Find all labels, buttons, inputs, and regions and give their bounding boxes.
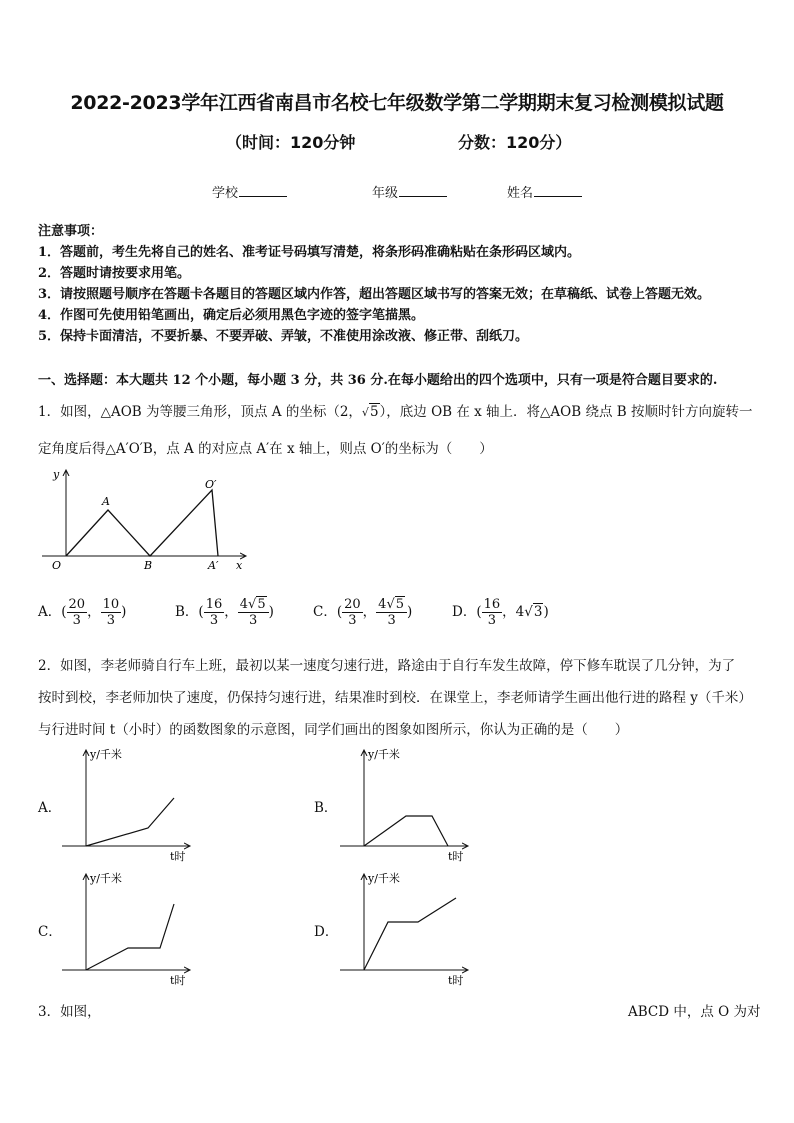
note-item: 5．保持卡面清洁，不要折暴、不要弄破、弄皱，不准使用涂改液、修正带、刮纸刀。 (38, 329, 529, 344)
axis-t-label: t时 (170, 974, 186, 987)
axis-y-label: y/千米 (368, 748, 400, 761)
axis-y-label: y/千米 (90, 872, 122, 885)
label-O-prime: O′ (205, 478, 217, 491)
axis-y-label: y/千米 (368, 872, 400, 885)
q2-graph-b (340, 746, 470, 866)
name-label: 姓名 (507, 186, 534, 201)
q2-graph-d (340, 870, 470, 990)
axis-t-label: t时 (448, 850, 464, 863)
notes-block (38, 221, 710, 347)
axis-t-label: t时 (448, 974, 464, 987)
name-field (507, 182, 582, 201)
axis-t-label: t时 (170, 850, 186, 863)
notes-heading: 注意事项： (38, 224, 104, 239)
grade-blank (399, 184, 447, 197)
school-field (212, 182, 287, 201)
graph-b-line (364, 816, 448, 846)
label-x: x (236, 559, 243, 572)
q2-option-a-letter[interactable]: A． (38, 800, 62, 816)
label-O: O (52, 559, 62, 572)
q2-option-d-letter[interactable]: D． (314, 924, 339, 940)
label-y: y (53, 468, 60, 481)
exam-title: 2022-2023学年江西省南昌市名校七年级数学第二学期期末复习检测模拟试题 (70, 92, 724, 114)
q1-option-c[interactable]: C．( $\frac{20}{3}$ ， $\frac{4√5}{3}$ ) (313, 597, 413, 628)
note-item: 2．答题时请按要求用笔。 (38, 266, 191, 281)
q2-option-b-letter[interactable]: B． (314, 800, 338, 816)
axis-y-label: y/千米 (90, 748, 122, 761)
note-item: 1．答题前，考生先将自己的姓名、准考证号码填写清楚，将条形码准确粘贴在条形码区域内。 (38, 245, 581, 260)
q1-text-a: 1．如图，△AOB 为等腰三角形，顶点 A 的坐标（2， (38, 404, 362, 420)
grade-label: 年级 (372, 186, 399, 201)
q1-option-b[interactable]: B．( $\frac{16}{3}$ ， $\frac{4√5}{3}$ ) (175, 597, 274, 628)
q2-option-c-letter[interactable]: C． (38, 924, 62, 940)
graph-a-line (86, 798, 174, 846)
name-blank (534, 184, 582, 197)
score-label: 分数：120分） (458, 133, 572, 152)
q1-option-a[interactable]: A．( $\frac{20}{3}$ ， $\frac{10}{3}$ ) (38, 597, 127, 628)
time-label: （时间：120分钟 (226, 133, 356, 152)
label-A-prime: A′ (208, 559, 219, 572)
q2-graph-a (62, 746, 192, 866)
label-A: A (102, 495, 110, 508)
q2-line2: 按时到校，李老师加快了速度，仍保持匀速行进，结果准时到校．在课堂上，李老师请学生画出他行进的路程 y（千米） (38, 690, 752, 706)
label-B: B (144, 559, 153, 572)
school-label: 学校 (212, 186, 239, 201)
q2-graph-c (62, 870, 192, 990)
section-heading: 一、选择题：本大题共 12 个小题，每小题 3 分，共 36 分.在每小题给出的四个选项中，只有一项是符合题目要求的. (38, 373, 718, 388)
q1-sqrt: 5 (369, 404, 379, 420)
note-item: 4．作图可先使用铅笔画出，确定后必须用黑色字迹的签字笔描黑。 (38, 308, 425, 323)
q3-right-text: ABCD 中，点 O 为对 (628, 1004, 761, 1020)
q3-left-text: 3．如图， (38, 1004, 101, 1020)
q1-text-b: ），底边 OB 在 x 轴上．将△AOB 绕点 B 按顺时针方向旋转一 (379, 404, 753, 420)
q2-line3: 与行进时间 t（小时）的函数图象的示意图，同学们画出的图象如图所示，你认为正确的是（ ） (38, 722, 629, 738)
school-blank (239, 184, 287, 197)
note-item: 3．请按照题号顺序在答题卡各题目的答题区域内作答，超出答题区域书写的答案无效；在草稿纸、试卷上答题无效。 (38, 287, 711, 302)
graph-d-line (364, 898, 456, 970)
q1-line2: 定角度后得△A′O′B，点 A 的对应点 A′在 x 轴上，则点 O′的坐标为（ ） (38, 441, 493, 457)
grade-field (372, 182, 447, 201)
graph-c-line (86, 904, 174, 970)
q2-line1: 2．如图，李老师骑自行车上班，最初以某一速度匀速行进，路途由于自行车发生故障，停下修车耽误了几分钟，为了 (38, 658, 736, 674)
q1-figure (38, 466, 250, 578)
q1-line1: 1．如图，△AOB 为等腰三角形，顶点 A 的坐标（2，√5），底边 OB 在 x 轴上．将△AOB 绕点 B 按顺时针方向旋转一 (38, 404, 753, 420)
q1-option-d[interactable]: D．( $\frac{16}{3}$ ，4√3) (452, 597, 549, 628)
triangle-lines (66, 490, 218, 556)
